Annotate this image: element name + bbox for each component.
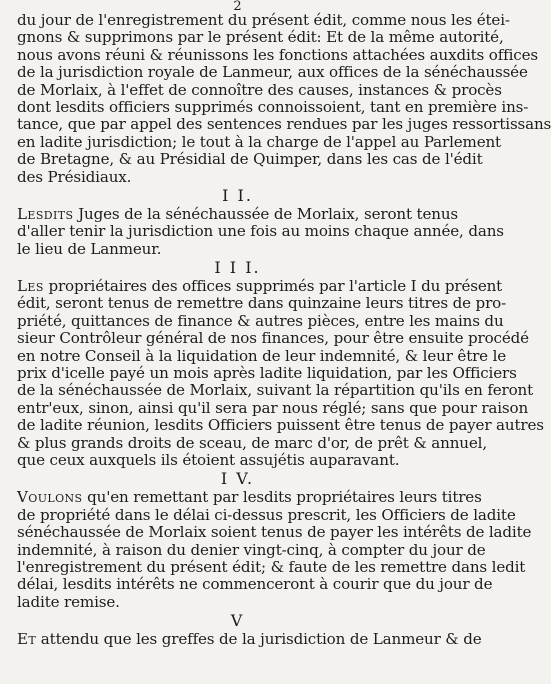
line-text: attendu que les greffes de la jurisdiction de Lanmeur & de [36,630,482,649]
text-line [17,523,532,542]
line-text: & plus grands droits de sceau, de marc d'or, de prêt & annuel, [17,433,487,452]
text-line [17,45,538,64]
text-line [17,630,482,649]
text-line [17,241,458,258]
line-text: de la jurisdiction royale de Lanmeur, aux offices de la sénéchaussée [17,63,528,82]
text-line [17,575,493,594]
line-text: en notre Conseil à la liquidation de leur indemnité, & leur être le [17,346,507,365]
page-number: 2 [233,0,242,14]
paragraph [17,11,551,186]
line-text: ladite remise. [17,592,120,611]
article-heading: I V. [220,469,255,489]
article-heading: I I I. [214,258,261,278]
paragraph [17,185,504,258]
text-line [17,97,529,116]
line-text: que ceux auxquels ils étoient assujétis auparavant. [17,450,400,469]
line-text: de ladite réunion, lesdits Officiers puissent être tenus de payer autres [17,416,544,435]
line-text: des Présidiaux. [17,167,132,186]
line-text: de Morlaix, à l'effet de connoître des causes, instances & procès [17,80,502,99]
text-line [17,488,482,507]
text-line [17,416,544,435]
document-body [17,11,551,649]
text-line [17,169,458,186]
line-text: propriétaires des offices supprimés par l'article I du présent [43,277,503,296]
line-text: édit, seront tenus de remettre dans quinzaine leurs titres de pro- [17,294,507,313]
text-line [17,206,458,223]
text-line [17,80,502,99]
text-line [17,557,526,576]
text-line [17,364,517,383]
text-line [17,594,458,611]
text-line [17,28,504,47]
lead-word: Et [17,630,37,649]
line-text: sieur Contrôleur général de nos finances, pour être ensuite procédé [17,329,529,348]
text-line [17,433,487,452]
line-text: qu'en remettant par lesdits propriétaires leurs titres [82,488,482,507]
text-line [17,294,507,313]
paragraph [17,469,532,611]
text-line [17,329,529,348]
line-text: Juges de la sénéchaussée de Morlaix, seront tenus [73,204,458,223]
text-line [17,505,516,524]
text-line [17,132,501,151]
paragraph [17,611,482,649]
text-line [17,277,503,296]
text-line [17,381,534,400]
line-text: nous avons réuni & réunissons les fonctions attachées auxdits offices [17,45,538,64]
article-heading: I I. [222,185,253,205]
text-line [17,540,486,559]
line-text: de Bretagne, & au Présidial de Quimper, dans les cas de l'édit [17,150,483,169]
text-line [17,222,504,241]
line-text: l'enregistrement du présent édit; & faute de les remettre dans ledit [17,557,526,576]
line-text: de la sénéchaussée de Morlaix, suivant la répartition qu'ils en feront [17,381,534,400]
line-text: tance, que par appel des sentences rendues par les juges ressortissans [17,115,551,134]
text-line [17,398,529,417]
text-line [17,115,551,134]
line-text: entr'eux, sinon, ainsi qu'il sera par nous réglé; sans que pour raison [17,398,529,417]
line-text: le lieu de Lanmeur. [17,239,162,258]
line-text: sénéchaussée de Morlaix soient tenus de payer les intérêts de ladite [17,523,532,542]
line-text: dont lesdits officiers supprimés connoissoient, tant en première ins- [17,97,529,116]
line-text: gnons & supprimons par le présent édit: Et de la même autorité, [17,28,504,47]
text-line [17,346,507,365]
lead-word: Les [17,277,44,296]
line-text: du jour de l'enregistrement du présent édit, comme nous les étei- [17,11,510,29]
line-text: délai, lesdits intérêts ne commenceront à courir que du jour de [17,575,493,594]
text-line [17,452,458,469]
article-heading: V [230,611,245,631]
paragraph [17,258,544,469]
text-line [17,150,483,169]
lead-word: Lesdits [17,204,74,223]
lead-word: Voulons [17,488,83,507]
line-text: de propriété dans le délai ci-dessus prescrit, les Officiers de ladite [17,505,516,524]
line-text: d'aller tenir la jurisdiction une fois au moins chaque année, dans [17,222,504,241]
text-line [17,11,510,29]
line-text: priété, quittances de finance & autres pièces, entre les mains du [17,311,504,330]
line-text: en ladite jurisdiction; le tout à la charge de l'appel au Parlement [17,132,501,151]
text-line [17,311,504,330]
line-text: indemnité, à raison du denier vingt-cinq, à compter du jour de [17,540,486,559]
line-text: prix d'icelle payé un mois après ladite liquidation, par les Officiers [17,364,517,383]
text-line [17,63,528,82]
